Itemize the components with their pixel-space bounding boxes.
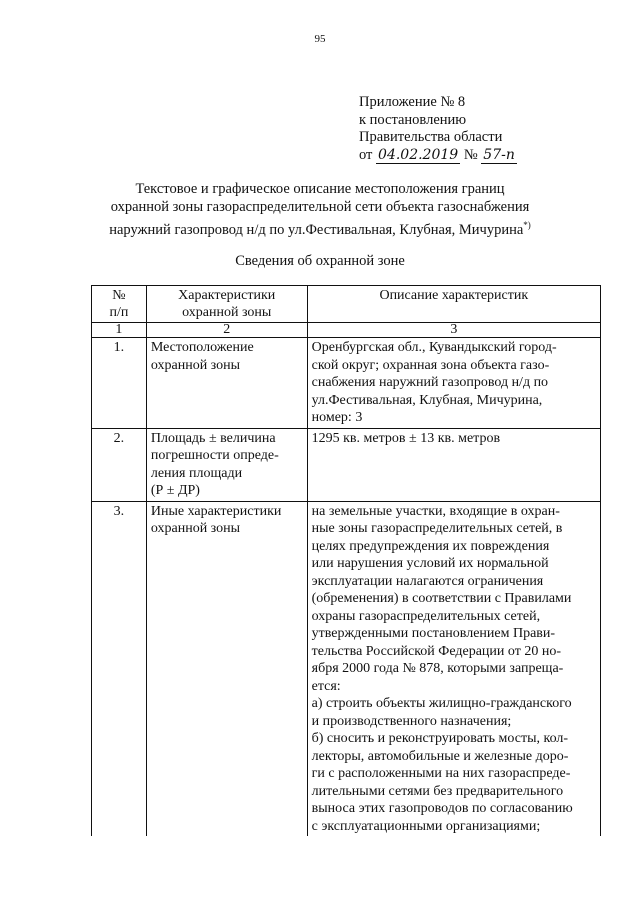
row-number: 1.: [92, 338, 147, 429]
row-number: 3.: [92, 501, 147, 836]
column-number-row: [92, 323, 601, 338]
appendix-authority: Правительства области: [359, 129, 503, 145]
row-characteristic: Иные характеристики охранной зоны: [146, 501, 307, 836]
handwritten-date: 04.02.2019: [378, 146, 459, 163]
row-characteristic: Площадь ± величина погрешности опреде- ления площади (Р ± ДР): [146, 428, 307, 501]
row-number: 2.: [92, 428, 147, 501]
row-description: Оренбургская обл., Кувандыкский город- ской округ; охранная зона объекта газо- снабжения наружний газопровод н/д по ул.Фестивальная, Клубная, Мичурина, номер: 3: [307, 338, 600, 429]
appendix-date-number-line: [359, 147, 517, 165]
title-line-1: Текстовое и графическое описание местоположения границ: [135, 181, 505, 197]
header-characteristic: Характеристики охранной зоны: [146, 286, 307, 323]
number-label: №: [463, 146, 478, 163]
section-heading: Сведения об охранной зоне: [235, 253, 405, 269]
table-row: [92, 338, 601, 429]
column-number: 2: [146, 323, 307, 338]
footnote-mark: *): [523, 220, 531, 230]
column-number: 1: [92, 323, 147, 338]
appendix-decree-ref: к постановлению: [359, 111, 467, 128]
table-header-row: [92, 286, 601, 323]
title-line-2: охранной зоны газораспределительной сети объекта газоснабжения: [110, 199, 530, 215]
page-number: 95: [314, 33, 326, 45]
table-row: [92, 501, 601, 836]
header-number: № п/п: [92, 286, 147, 323]
from-label: от: [359, 146, 373, 163]
handwritten-number: 57-п: [483, 146, 515, 163]
appendix-title: Приложение № 8: [359, 94, 466, 110]
row-description: 1295 кв. метров ± 13 кв. метров: [307, 428, 600, 501]
title-line-3: наружний газопровод н/д по ул.Фестивальная, Клубная, Мичурина*): [109, 220, 531, 238]
document-title: [60, 180, 580, 239]
column-number: 3: [307, 323, 600, 338]
row-description: на земельные участки, входящие в охран- ные зоны газораспределительных сетей, в целях предупреждения их повреждения или нарушения условий их нормальной эксплуатации налагаются ограничения (обременения) в соответствии с Правилами охраны газораспределительных сетей, утвержденными постановлением Прави- тельства Российской Федерации от 20 но- ября 2000 года № 878, которыми запреща- ется: а) строить объекты жилищно-гражданского и производственного назначения; б) сносить и реконструировать мосты, кол- лекторы, автомобильные и железные доро- ги с расположенными на них газораспреде- лительными сетями без предварительного выноса этих газопроводов по согласованию с эксплуатационными организациями;: [307, 501, 600, 836]
header-description: Описание характеристик: [307, 286, 600, 323]
appendix-block: [359, 94, 517, 164]
table-row: [92, 428, 601, 501]
protected-zone-table: [91, 285, 601, 836]
row-characteristic: Местоположение охранной зоны: [146, 338, 307, 429]
